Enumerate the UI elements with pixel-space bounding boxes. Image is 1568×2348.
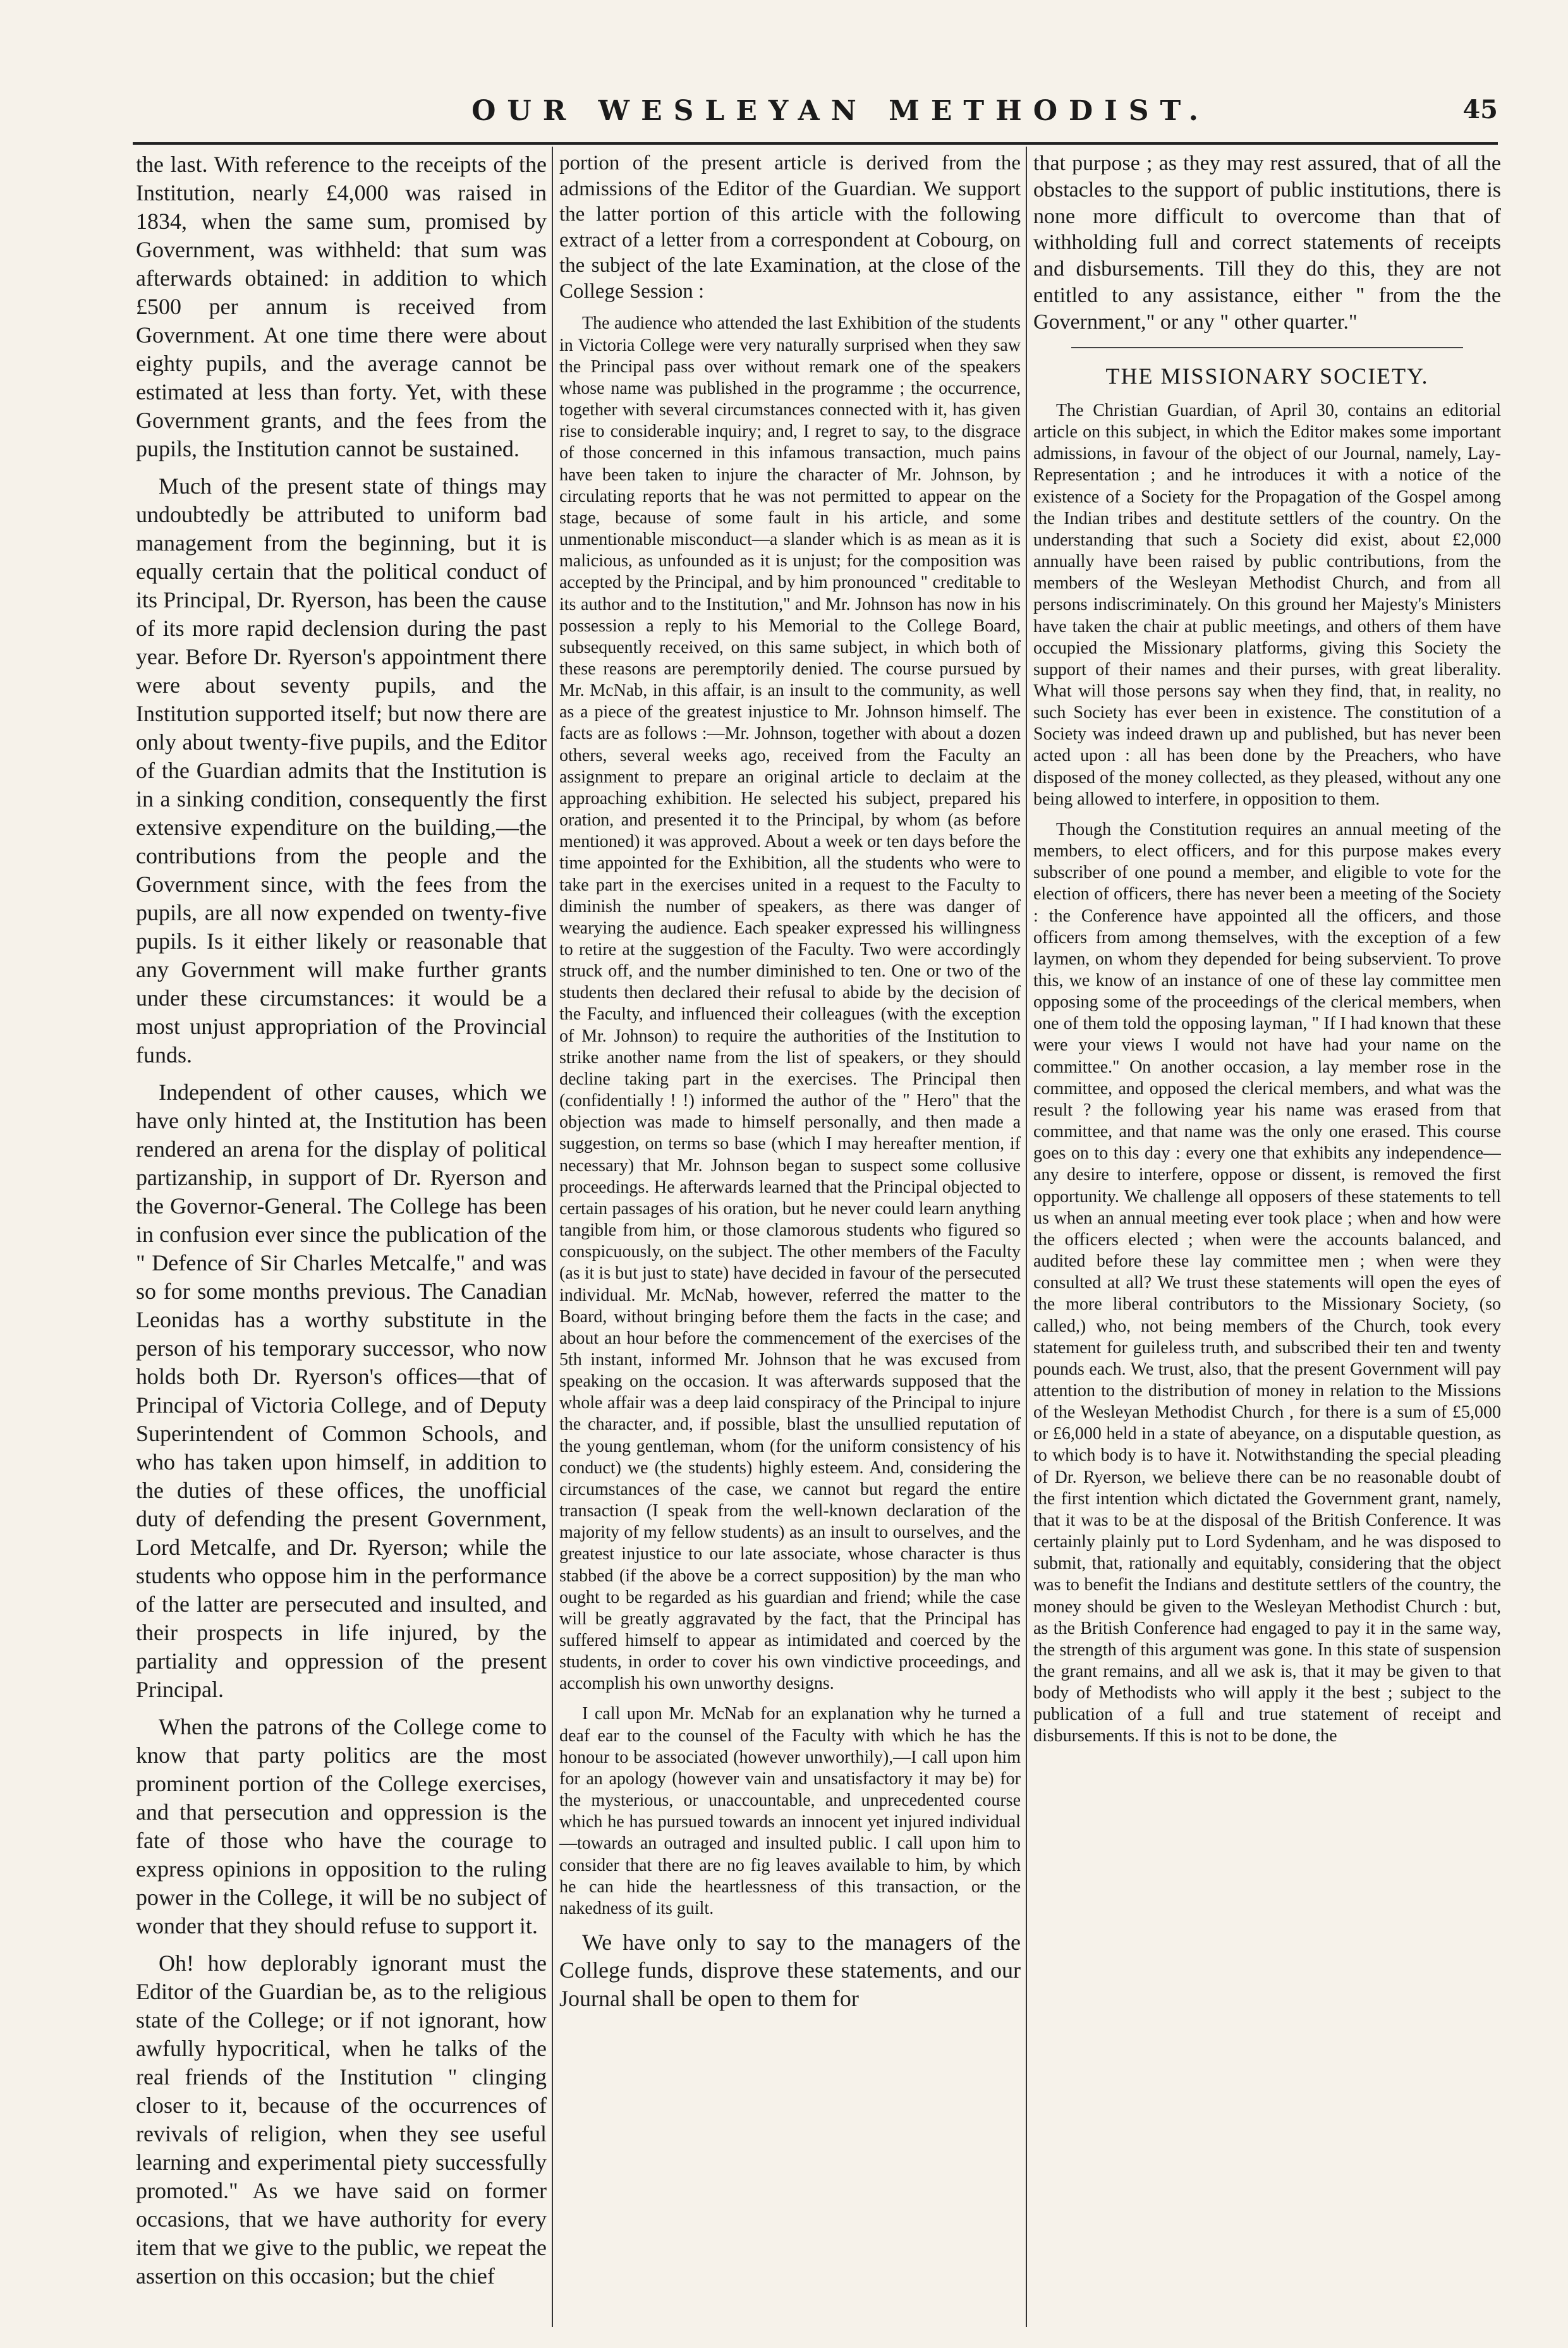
paragraph: the last. With reference to the receipts of the Institution, nearly £4,000 was raised in 1834, when the same sum, promised by Government, was withheld: that sum was afterwards obtained: in addition to which £500 per annum is received from Government. At one time there were about eighty pupils, and the average cannot be estimated at less than forty. Yet, with these Government grants, and the fees from the pupils, the Institution cannot be sustained. bbox=[136, 152, 547, 461]
header-rule bbox=[133, 142, 1498, 145]
running-title: OUR WESLEYAN METHODIST. bbox=[471, 95, 1210, 127]
paragraph: portion of the present article is derived from the admissions of the Editor of the Guardian. We support the latter portion of this article with the following extract of a letter from a correspondent at Cobourg, on the subject of the late Examination, at the close of the College Session : bbox=[559, 152, 1021, 303]
section-heading: THE MISSIONARY SOCIETY. bbox=[1105, 363, 1429, 389]
column-3 bbox=[1033, 150, 1501, 2325]
page-header bbox=[133, 95, 1498, 139]
paragraph: that purpose ; as they may rest assured, that of all the obstacles to the support of public institutions, there is none more difficult to overcome than that of withholding full and correct statements of receipts and disbursements. Till they do this, they are not entitled to any assistance, either " from the the Government," or any " other quarter." bbox=[1033, 152, 1501, 334]
section-divider bbox=[1071, 347, 1463, 348]
column-1 bbox=[136, 150, 547, 2325]
paragraph: Though the Constitution requires an annual meeting of the members, to elect officers, and for this purpose makes every subscriber of one pound a member, and eligible to vote for the election of officers, there has never been a meeting of the Society : the Conference have appointed all the officers, and those officers from among themselves, with the exception of a few laymen, on whom they depended for being subservient. To prove this, we know of an instance of one of these lay committee men opposing some of the proceedings of the clerical members, when one of them told the opposing layman, " If I had known that these were your views I would not have had your name on the committee." On another occasion, a lay member rose in the committee, and opposed the clerical members, and what was the result ? the following year his name was erased from that committee, and that name was the only one erased. This course goes on to this day : every one that exhibits any independence—any desire to interfere, oppose or dissent, is removed the first opportunity. We challenge all opposers of these statements to tell us when an annual meeting ever took place ; when and how were the officers elected ; when were the accounts balanced, and audited before these lay committee men ; when were they consulted at all? We trust these statements will open the eyes of the more liberal contributors to the Missionary Society, (so called,) who, not being members of the Church, took every statement for guileless truth, and subscribed their ten and twenty pounds each. We trust, also, that the present Government will pay attention to the distribution of money in relation to the Missions of the Wesleyan Methodist Church , for there is a sum of £5,000 or £6,000 held in a state of abeyance, on a disputable question, as to which body is to have it. Notwithstanding the special pleading of Dr. Ryerson, we believe there can be no reasonable doubt of the first intention which dictated the Government grant, namely, that it was to be at the disposal of the British Conference. It was certainly plainly put to Lord Sydenham, and he was disposed to submit, that, rationally and equitably, considering that the object was to benefit the Indians and destitute settlers of the country, the money should be given to the Wesleyan Methodist Church : but, as the British Conference had engaged to pay it in the same way, the strength of this argument was gone. In this state of suspension the grant remains, and all we ask is, that it may be given to that body of Methodists who will apply it the best ; subject to the publication of a full and true statement of receipt and disbursements. If this is not to be done, the bbox=[1033, 819, 1501, 1746]
paragraph: The Christian Guardian, of April 30, contains an editorial article on this subject, in which the Editor makes some important admissions, in favour of the object of our Journal, namely, Lay-Representation ; and he introduces it with a notice of the existence of a Society for the Propagation of the Gospel among the Indian tribes and destitute settlers of the country. On the understanding that such a Society did exist, about £2,000 annually have been raised by public contributions, from the members of the Wesleyan Methodist Church, and from all persons indiscriminately. On this ground her Majesty's Ministers have taken the chair at public meetings, and others of them have occupied the Missionary platforms, giving this Society the support of their names and their purses, with great liberality. What will those persons say when they find, that, in reality, no such Society has ever been in existence. The constitution of a Society was indeed drawn up and published, but has never been acted upon : all has been done by the Preachers, who have disposed of the money collected, as they pleased, without any one being allowed to interfere, in opposition to them. bbox=[1033, 400, 1501, 809]
paragraph: Much of the present state of things may undoubtedly be attributed to uniform bad management from the beginning, but it is equally certain that the political conduct of its Principal, Dr. Ryerson, has been the cause of its more rapid declension during the past year. Before Dr. Ryerson's appointment there were about seventy pupils, and the Institution supported itself; but now there are only about twenty-five pupils, and the Editor of the Guardian admits that the Institution is in a sinking condition, consequently the first extensive expenditure on the building,—the contributions from the people and the Government since, with the fees from the pupils, are all now expended on twenty-five pupils. Is it either likely or reasonable that any Government will make further grants under these circumstances: it would be a most unjust appropriation of the Provincial funds. bbox=[136, 473, 547, 1068]
paragraph: We have only to say to the managers of the College funds, disprove these statements, and our Journal shall be open to them for bbox=[559, 1930, 1021, 2011]
paragraph: Oh! how deplorably ignorant must the Editor of the Guardian be, as to the religious state of the College; or if not ignorant, how awfully hypocritical, when he talks of the real friends of the Institution " clinging closer to it, because of the occurrences of revivals of religion, when they see useful learning and experimental piety successfully promoted." As we have said on former occasions, that we have authority for every item that we give to the public, we repeat the assertion on this occasion; but the chief bbox=[136, 1950, 547, 2289]
letter-extract: I call upon Mr. McNab for an explanation why he turned a deaf ear to the counsel of the Faculty with which he has the honour to be associated (however unworthily),—I call upon him for an apology (however vain and unsatisfactory it may be) for the mysterious, or unaccountable, and unprecedented course which he has pursued towards an innocent yet injured individual—towards an outraged and insulted public. I call upon him to consider that there are no fig leaves available to him, by which he can hide the heartlessness of this transaction, or the nakedness of its guilt. bbox=[559, 1704, 1021, 1918]
letter-extract: The audience who attended the last Exhibition of the students in Victoria College were very naturally surprised when they saw the Principal pass over without remark one of the speakers whose name was published in the programme ; the occurrence, together with several circumstances connected with it, has given rise to considerable inquiry; and, I regret to say, to the disgrace of those concerned in this infamous transaction, much pains have been taken to injure the character of Mr. Johnson, by circulating reports that he was not permitted to appear on the stage, because of some fault in his article, and some unmentionable misconduct—a slander which is as mean as it is malicious, as unfounded as it is unjust; for the composition was accepted by the Principal, and by him pronounced " creditable to its author and to the Institution," and Mr. Johnson has now in his possession a reply to his Memorial to the College Board, subsequently received, on this same subject, in which both of these reasons are peremptorily denied. The course pursued by Mr. McNab, in this affair, is an insult to the community, as well as a piece of the greatest injustice to Mr. Johnson himself. The facts are as follows :—Mr. Johnson, together with about a dozen others, several weeks ago, received from the Faculty an assignment to prepare an original article to declaim at the approaching exhibition. He selected his subject, prepared his oration, and presented it to the Principal, by whom (as before mentioned) it was approved. About a week or ten days before the time appointed for the Exhibition, all the students who were to take part in the exercises united in a request to the Faculty to diminish the number of speakers, as there was danger of wearying the audience. Each speaker expressed his willingness to retire at the suggestion of the Faculty. Two were accordingly struck off, and the number diminished to ten. One or two of the students then declared their refusal to abide by the decision of the Faculty, and influenced their colleagues (with the exception of Mr. Johnson) to require the authorities of the Institution to strike another name from the list of speakers, or they should decline taking part in the exercises. The Principal then (confidentially ! !) informed the author of the " Hero" that the objection was made to himself personally, and then made a suggestion, on terms so base (which I may hereafter mention, if necessary) that Mr. Johnson began to suspect some collusive proceedings. He afterwards learned that the Principal objected to certain passages of his oration, but he never could learn anything tangible from him, or those clamorous students who figured so conspicuously, on the subject. The other members of the Faculty (as it is but just to state) have decided in favour of the persecuted individual. Mr. McNab, however, referred the matter to the Board, without bringing before them the facts in the case; and about an hour before the commencement of the exercises of the 5th instant, informed Mr. Johnson that he was excused from speaking on the occasion. It was afterwards supposed that the whole affair was a deep laid conspiracy of the Principal to injure the character, and, if possible, blast the unsullied reputation of the young gentleman, whom (for the uniform consistency of his conduct) we (the students) highly esteem. And, considering the circumstances of the case, we cannot but regard the entire transaction (I speak from the well-known declaration of the majority of my fellow students) as an insult to ourselves, and the greatest injustice to our late associate, whose character is thus stabbed (if the above be a correct supposition) by the man who ought to be regarded as his guardian and friend; while the case will be greatly aggravated by the fact, that the Principal has suffered himself to appear as intimidated and coerced by the students, in order to cover his own vindictive proceedings, and accomplish his own unworthy designs. bbox=[559, 313, 1021, 1694]
column-divider bbox=[552, 147, 553, 2327]
page-number: 45 bbox=[1462, 95, 1498, 125]
column-divider bbox=[1026, 147, 1027, 2327]
paragraph: Independent of other causes, which we have only hinted at, the Institution has been rendered an arena for the display of political partizanship, in support of Dr. Ryerson and the Governor-General. The College has been in confusion ever since the publication of the " Defence of Sir Charles Metcalfe," and was so for some months previous. The Canadian Leonidas has a worthy substitute in the person of his temporary successor, who now holds both Dr. Ryerson's offices—that of Principal of Victoria College, and of Deputy Superintendent of Common Schools, and who has taken upon himself, in addition to the duties of these offices, the unofficial duty of defending the present Government, Lord Metcalfe, and Dr. Ryerson; while the students who oppose him in the performance of the latter are persecuted and insulted, and their prospects in life injured, by the partiality and oppression of the present Principal. bbox=[136, 1080, 547, 1702]
column-2 bbox=[559, 150, 1021, 2325]
paragraph: When the patrons of the College come to know that party politics are the most prominent portion of the College exercises, and that persecution and oppression is the fate of those who have the courage to express opinions in opposition to the ruling power in the College, it will be no subject of wonder that they should refuse to support it. bbox=[136, 1714, 547, 1938]
